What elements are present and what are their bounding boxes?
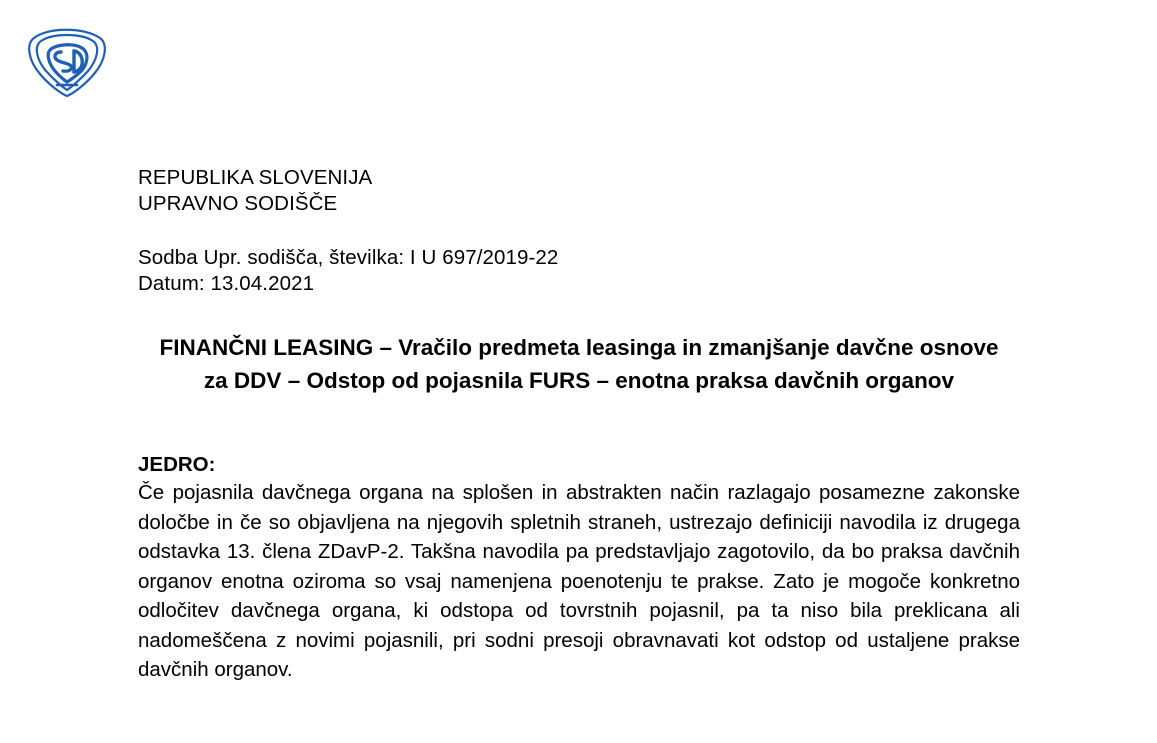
court-header [138, 165, 1020, 217]
case-meta [138, 245, 1020, 297]
case-number-line: Sodba Upr. sodišča, številka: I U 697/2019-22 [138, 246, 559, 269]
shield-logo-icon [22, 22, 114, 100]
page-title: FINANČNI LEASING – Vračilo predmeta leasinga in zmanjšanje davčne osnove za DDV – Odstop od pojasnila FURS – enotna praksa davčnih organov [159, 335, 999, 393]
case-date-line: Datum: 13.04.2021 [138, 272, 315, 295]
country-line: REPUBLIKA SLOVENIJA [138, 166, 373, 189]
court-line: UPRAVNO SODIŠČE [138, 192, 338, 215]
section-text-jedro: Če pojasnila davčnega organa na splošen in abstrakten način razlagajo posamezne zakonske določbe in če so objavljena na njegovih spletnih straneh, ustrezajo definiciji navodila iz drugega odstavka 13. člena ZDavP-2. Takšna navodila pa predstavljajo zagotovilo, da bo praksa davčnih organov enotna oziroma so vsaj namenjena poenotenju te prakse. Zato je mogoče konkretno odločitev davčnega organa, ki odstopa od tovrstnih pojasnil, pa ta niso bila preklicana ali nadomeščena z novimi pojasnili, pri sodni presoji obravnavati kot odstop od ustaljene prakse davčnih organov. [138, 481, 1020, 681]
section-label-jedro: JEDRO: [138, 453, 216, 476]
document-body [138, 165, 1020, 685]
